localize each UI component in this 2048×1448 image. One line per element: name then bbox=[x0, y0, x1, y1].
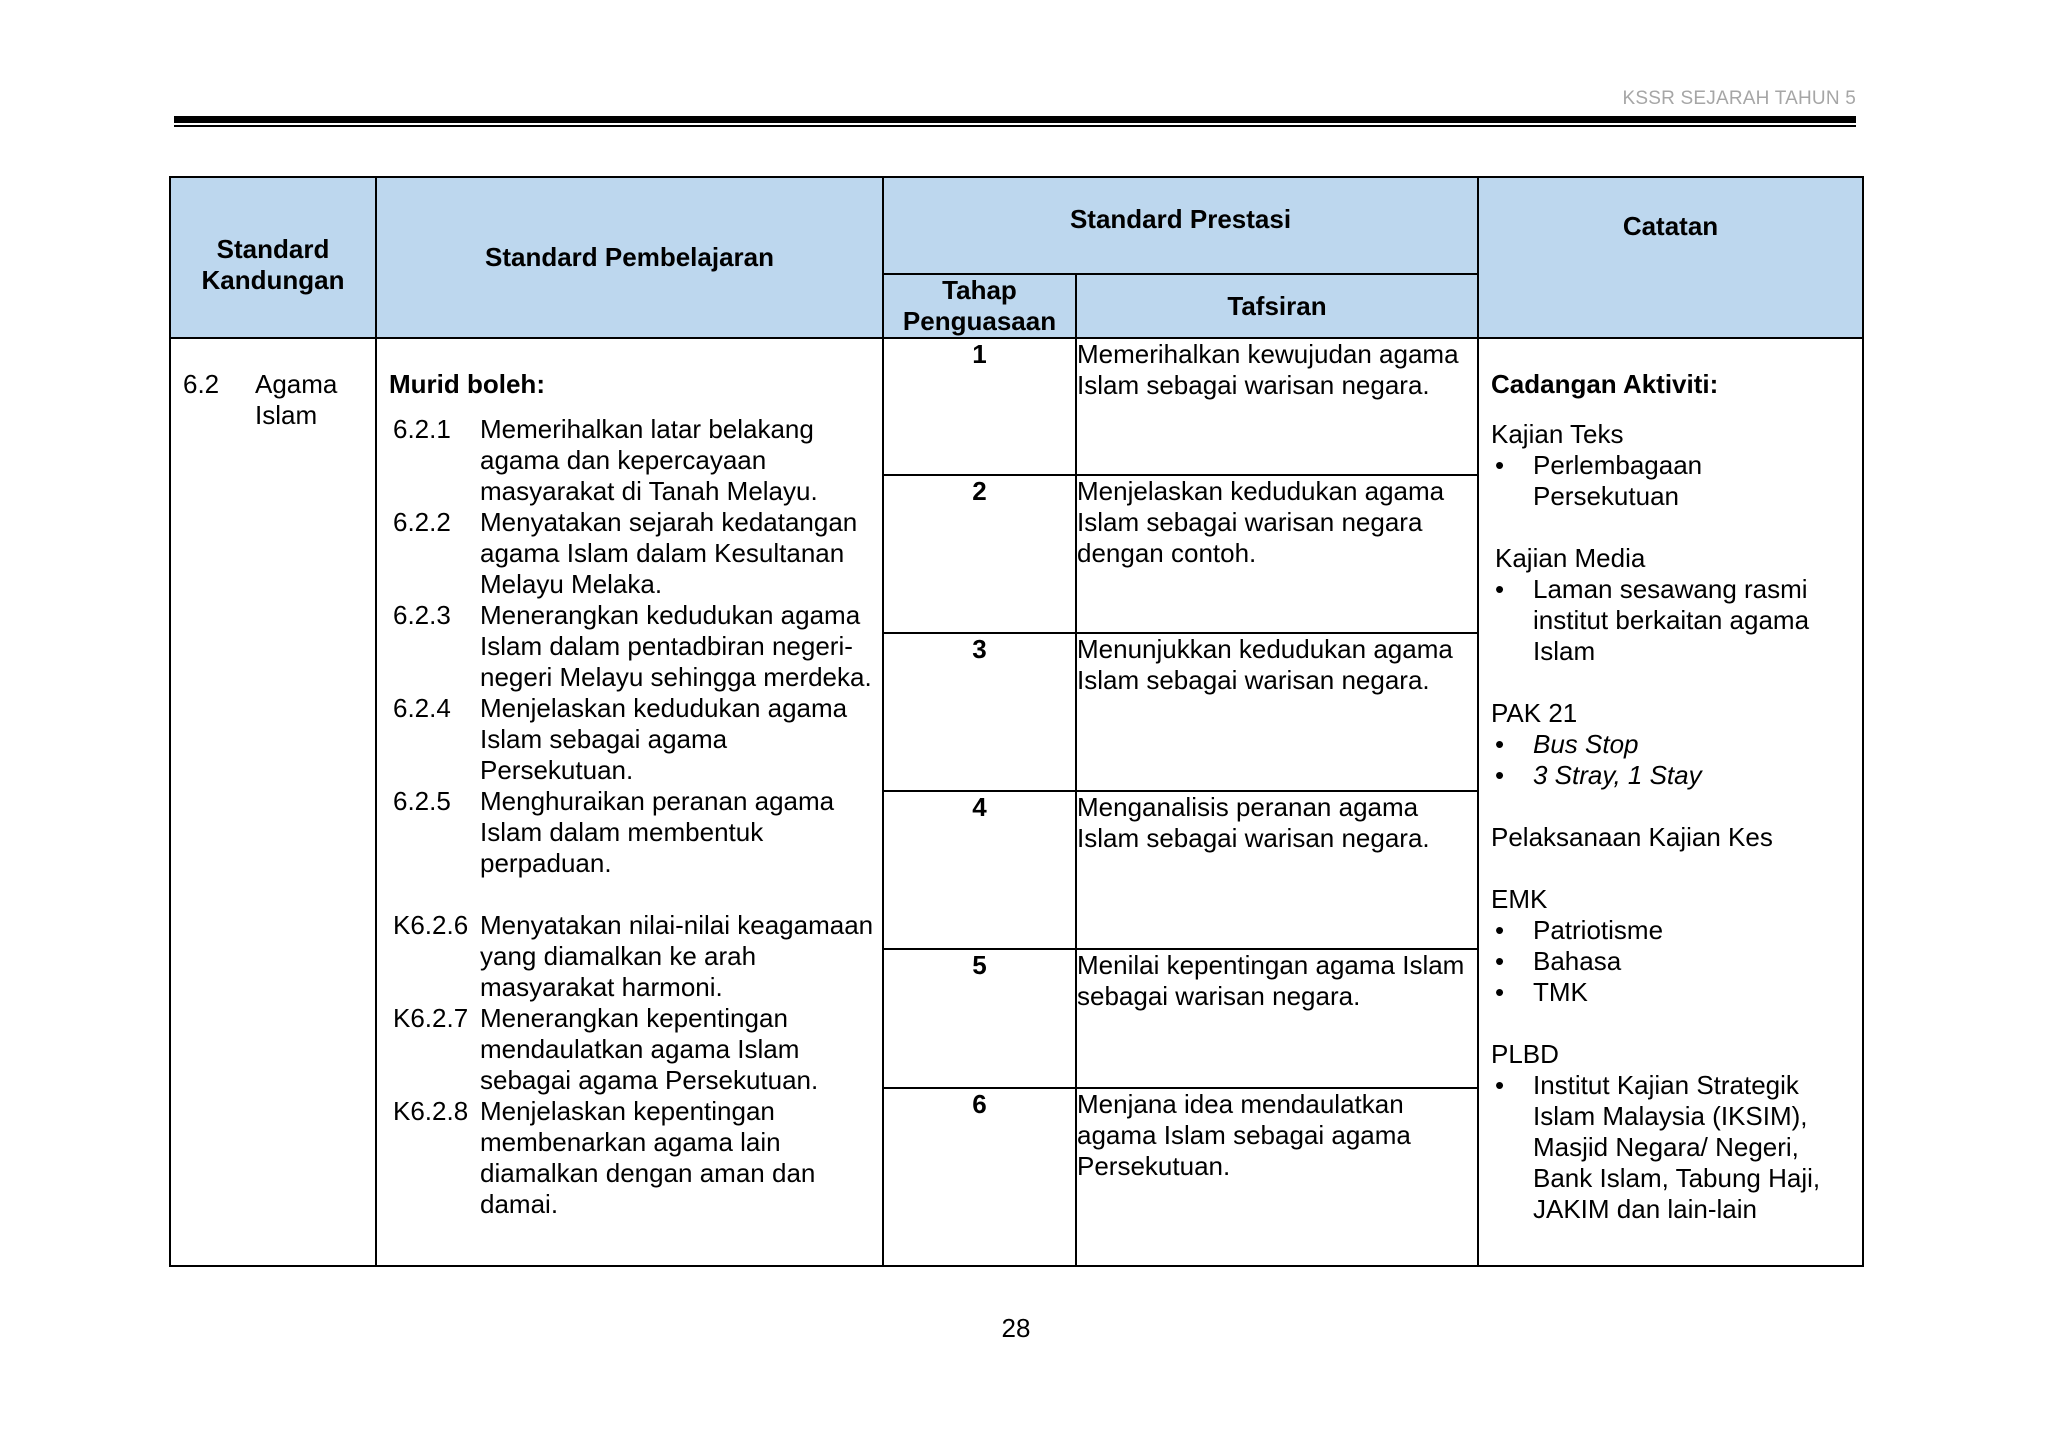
sp-item-code: 6.2.3 bbox=[393, 600, 451, 630]
header-standard-prestasi: Standard Prestasi bbox=[883, 177, 1478, 274]
sp-item-text: Menghuraikan peranan agama Islam dalam membentuk perpaduan. bbox=[480, 786, 835, 878]
sp-item bbox=[389, 414, 882, 507]
sp-item-code: 6.2.2 bbox=[393, 507, 451, 537]
sp-item-code: 6.2.4 bbox=[393, 693, 451, 723]
kajian-media-label: Kajian Media bbox=[1495, 543, 1646, 573]
sp-item bbox=[389, 1096, 882, 1220]
header-rule-thin bbox=[174, 125, 1856, 127]
tafsiran-cell: Menilai kepentingan agama Islam sebagai warisan negara. bbox=[1076, 949, 1478, 1088]
sp-item-code: K6.2.8 bbox=[393, 1096, 469, 1126]
list-item: • Patriotisme bbox=[1495, 915, 1664, 945]
tahap-cell: 1 bbox=[883, 338, 1076, 475]
pak21-label: PAK 21 bbox=[1491, 698, 1578, 728]
tahap-cell: 3 bbox=[883, 633, 1076, 791]
plbd-list bbox=[1491, 1070, 1852, 1225]
standard-pembelajaran-cell bbox=[376, 338, 883, 1266]
kajian-teks-label: Kajian Teks bbox=[1491, 419, 1624, 449]
page-number: 28 bbox=[1001, 1313, 1031, 1343]
header-standard-pembelajaran: Standard Pembelajaran bbox=[376, 177, 883, 338]
header-tahap-penguasaan: Tahap Penguasaan bbox=[883, 274, 1076, 338]
header-standard-kandungan: Standard Kandungan bbox=[170, 177, 376, 338]
tafsiran-cell: Memerihalkan kewujudan agama Islam sebagai warisan negara. bbox=[1076, 338, 1478, 475]
standard-kandungan-title: Agama Islam bbox=[255, 369, 338, 430]
header-tafsiran: Tafsiran bbox=[1076, 274, 1478, 338]
kajian-teks-list bbox=[1491, 450, 1852, 512]
sp-item-text: Menerangkan kepentingan mendaulatkan agama Islam sebagai agama Persekutuan. bbox=[480, 1003, 819, 1095]
sp-item bbox=[389, 1003, 882, 1096]
list-item: • Bahasa bbox=[1495, 946, 1622, 976]
sp-item-code: K6.2.7 bbox=[393, 1003, 469, 1033]
sp-item-code: K6.2.6 bbox=[393, 910, 469, 940]
tafsiran-cell: Menunjukkan kedudukan agama Islam sebagai warisan negara. bbox=[1076, 633, 1478, 791]
tahap-cell: 4 bbox=[883, 791, 1076, 949]
tafsiran-cell: Menjelaskan kedudukan agama Islam sebagai warisan negara dengan contoh. bbox=[1076, 475, 1478, 633]
header-catatan: Catatan bbox=[1478, 177, 1863, 338]
sp-item-text: Menjelaskan kepentingan membenarkan agama lain diamalkan dengan aman dan damai. bbox=[480, 1096, 816, 1219]
sp-lead: Murid boleh: bbox=[389, 369, 545, 399]
list-item: • Bus Stop bbox=[1495, 729, 1639, 759]
sp-item-text: Menerangkan kedudukan agama Islam dalam pentadbiran negeri-negeri Melayu sehingga merdeka. bbox=[480, 600, 872, 692]
standard-kandungan-cell bbox=[170, 338, 376, 1266]
emk-list bbox=[1491, 915, 1852, 1008]
catatan-cell bbox=[1478, 338, 1863, 1266]
sp-item-code: 6.2.5 bbox=[393, 786, 451, 816]
catatan-title: Cadangan Aktiviti: bbox=[1491, 369, 1719, 399]
standard-kandungan-number: 6.2 bbox=[183, 369, 220, 399]
list-item: • Institut Kajian Strategik Islam Malaysia (IKSIM), Masjid Negara/ Negeri, Bank Islam, Tabung Haji, JAKIM dan lain-lain bbox=[1495, 1070, 1821, 1224]
list-item: • Laman sesawang rasmi institut berkaitan agama Islam bbox=[1495, 574, 1810, 666]
pak21-list bbox=[1491, 729, 1852, 791]
kajian-kes-label: Pelaksanaan Kajian Kes bbox=[1491, 822, 1773, 852]
curriculum-table bbox=[169, 176, 1864, 1267]
tahap-cell: 6 bbox=[883, 1088, 1076, 1266]
sp-item-text: Menyatakan nilai-nilai keagamaan yang diamalkan ke arah masyarakat harmoni. bbox=[480, 910, 874, 1002]
tahap-cell: 5 bbox=[883, 949, 1076, 1088]
list-item: • TMK bbox=[1495, 977, 1588, 1007]
sp-item-text: Menyatakan sejarah kedatangan agama Islam dalam Kesultanan Melayu Melaka. bbox=[480, 507, 858, 599]
sp-item bbox=[389, 600, 882, 693]
sp-item-text: Menjelaskan kedudukan agama Islam sebagai agama Persekutuan. bbox=[480, 693, 848, 785]
emk-label: EMK bbox=[1491, 884, 1548, 914]
list-item: • Perlembagaan Persekutuan bbox=[1495, 450, 1703, 511]
tahap-cell: 2 bbox=[883, 475, 1076, 633]
sp-item-text: Memerihalkan latar belakang agama dan kepercayaan masyarakat di Tanah Melayu. bbox=[480, 414, 818, 506]
sp-item bbox=[389, 693, 882, 786]
header-rule bbox=[174, 116, 1856, 123]
running-header: KSSR SEJARAH TAHUN 5 bbox=[1622, 88, 1856, 109]
plbd-label: PLBD bbox=[1491, 1039, 1559, 1069]
sp-item-code: 6.2.1 bbox=[393, 414, 451, 444]
sp-item bbox=[389, 910, 882, 1003]
sp-item bbox=[389, 786, 882, 879]
tafsiran-cell: Menganalisis peranan agama Islam sebagai warisan negara. bbox=[1076, 791, 1478, 949]
tafsiran-cell: Menjana idea mendaulatkan agama Islam sebagai agama Persekutuan. bbox=[1076, 1088, 1478, 1266]
sp-item bbox=[389, 507, 882, 600]
list-item: • 3 Stray, 1 Stay bbox=[1495, 760, 1702, 790]
kajian-media-list bbox=[1491, 574, 1852, 667]
